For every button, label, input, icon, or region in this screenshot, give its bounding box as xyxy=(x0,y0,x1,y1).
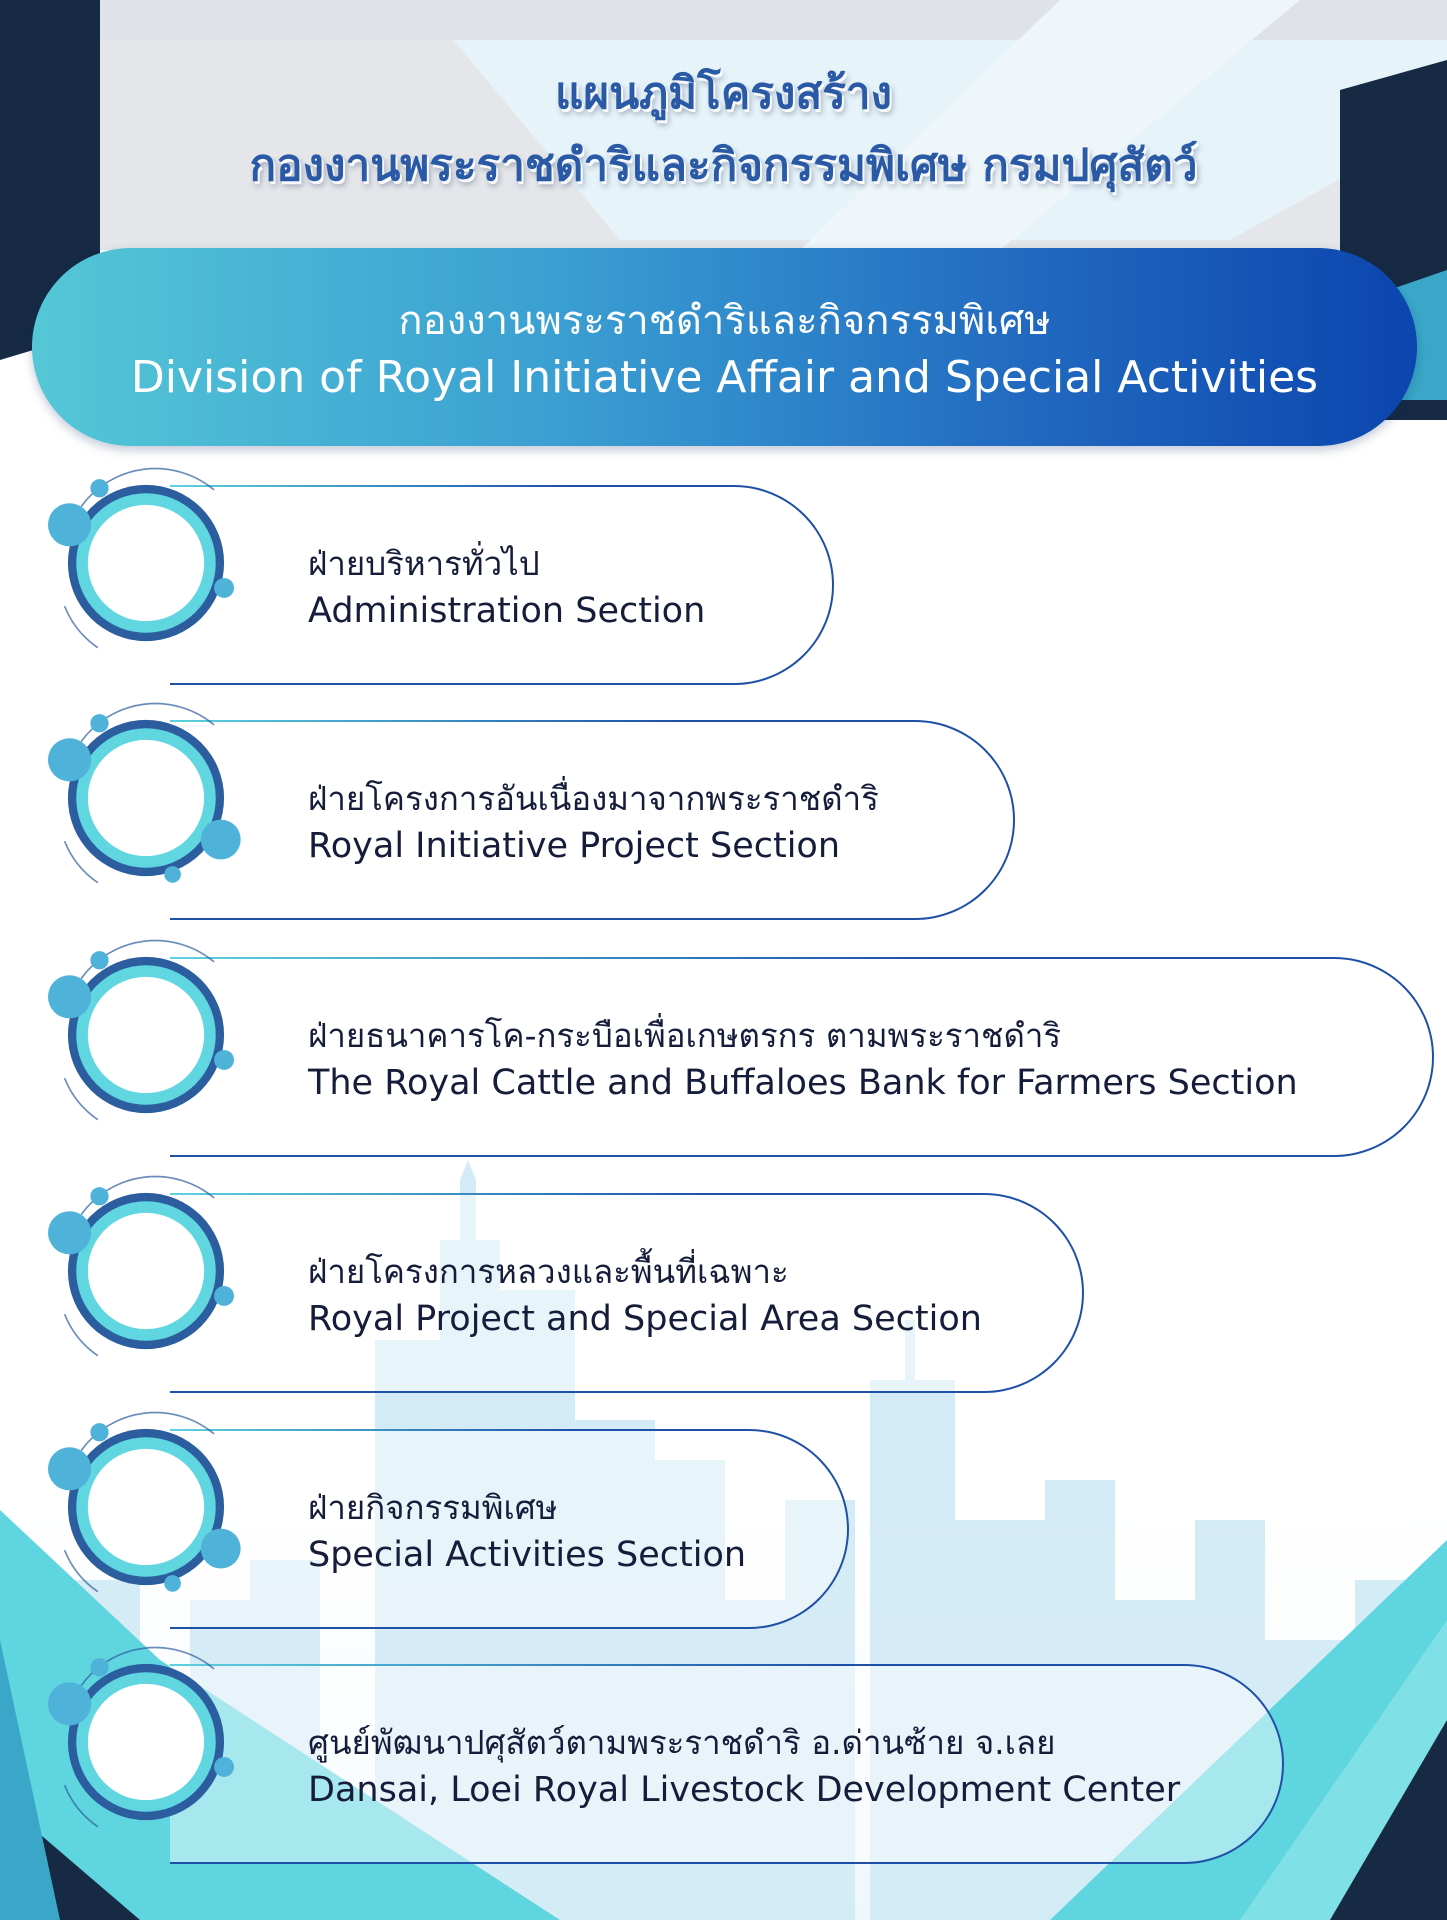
section-name-english: Royal Project and Special Area Section xyxy=(308,1299,982,1339)
section-item xyxy=(0,1664,1447,1864)
section-item xyxy=(0,1429,1447,1629)
section-name-thai: ฝ่ายโครงการหลวงและพื้นที่เฉพาะ xyxy=(308,1252,789,1291)
section-ring-icon xyxy=(48,465,244,661)
section-name-thai: ฝ่ายธนาคารโค-กระบือเพื่อเกษตรกร ตามพระราชดำริ xyxy=(308,1016,1062,1055)
section-name-thai: ฝ่ายบริหารทั่วไป xyxy=(308,544,540,583)
section-ring-icon xyxy=(48,1409,244,1605)
section-name-english: Royal Initiative Project Section xyxy=(308,826,841,866)
section-item xyxy=(0,1193,1447,1393)
section-ring-icon xyxy=(48,937,244,1133)
division-name-english: Division of Royal Initiative Affair and Special Activities xyxy=(130,352,1319,403)
section-name-english: The Royal Cattle and Buffaloes Bank for Farmers Section xyxy=(308,1063,1298,1103)
section-item xyxy=(0,485,1447,685)
section-name-thai: ฝ่ายโครงการอันเนื่องมาจากพระราชดำริ xyxy=(308,779,879,818)
section-ring-icon xyxy=(48,700,244,896)
division-banner xyxy=(32,248,1417,446)
section-name-thai: ศูนย์พัฒนาปศุสัตว์ตามพระราชดำริ อ.ด่านซ้าย จ.เลย xyxy=(308,1723,1056,1762)
section-item xyxy=(0,957,1447,1157)
section-ring-icon xyxy=(48,1644,244,1840)
section-item xyxy=(0,720,1447,920)
section-name-thai: ฝ่ายกิจกรรมพิเศษ xyxy=(308,1488,558,1527)
chart-title-line-2: กองงานพระราชดำริและกิจกรรมพิเศษ กรมปศุสัตว์ xyxy=(249,140,1198,191)
section-name-english: Dansai, Loei Royal Livestock Development Center xyxy=(308,1770,1181,1810)
section-name-english: Special Activities Section xyxy=(308,1535,747,1575)
chart-title-line-1: แผนภูมิโครงสร้าง xyxy=(554,68,893,119)
section-ring-icon xyxy=(48,1173,244,1369)
section-name-english: Administration Section xyxy=(308,591,706,631)
division-name-thai: กองงานพระราชดำริและกิจกรรมพิเศษ xyxy=(398,298,1051,344)
